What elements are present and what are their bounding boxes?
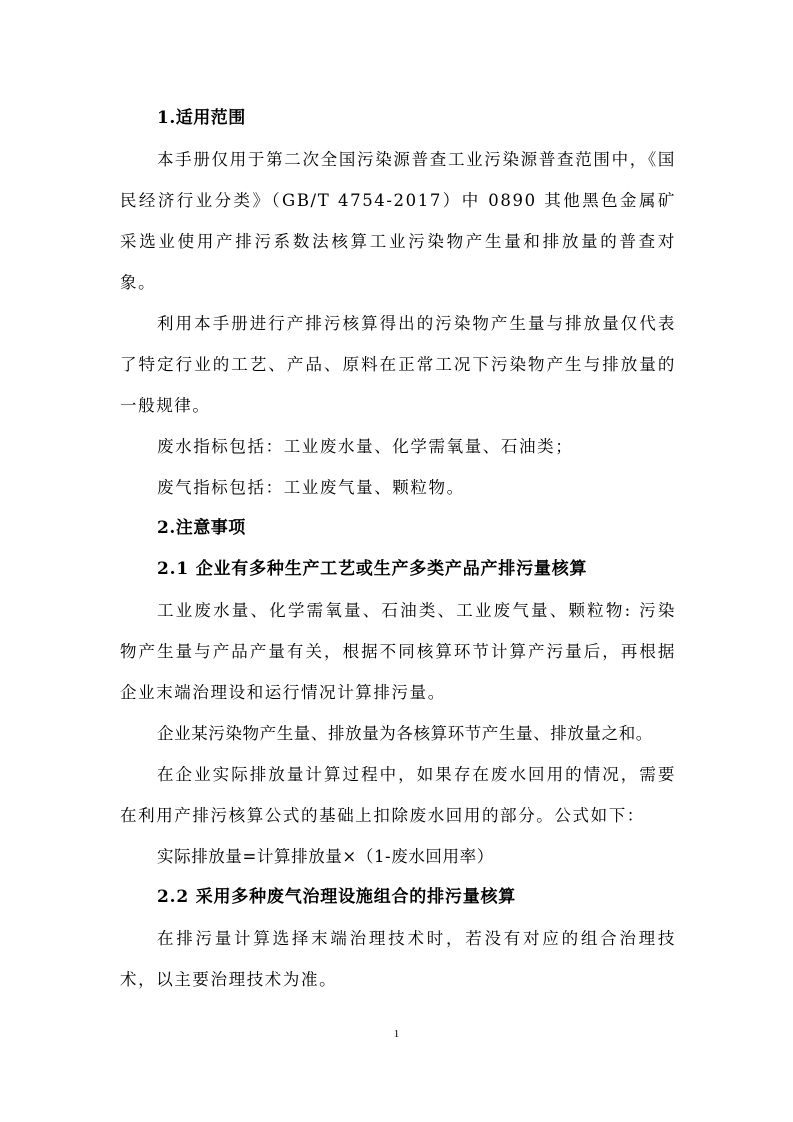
page-content [120, 98, 676, 1000]
formula-actual-emission: 实际排放量=计算排放量×（1-废水回用率） [157, 847, 494, 866]
page-number: 1 [393, 1028, 400, 1040]
paragraph-scope-intro: 本手册仅用于第二次全国污染源普查工业污染源普查范围中，《国民经济行业分类》（GB/T 4754-2017）中 0890 其他黑色金属矿采选业使用产排污系数法核算工业污染物产生量和排放量的普查对象。 [120, 150, 676, 292]
subsection-heading-multi-process: 2.1 企业有多种生产工艺或生产多类产品产排污量核算 [157, 559, 588, 579]
paragraph-exhaust-indicators: 废气指标包括：工业废气量、颗粒物。 [157, 478, 465, 497]
paragraph-reuse-deduction: 在企业实际排放量计算过程中，如果存在废水回用的情况，需要在利用产排污核算公式的基础上扣除废水回用的部分。公式如下： [120, 765, 676, 825]
paragraph-scope-representation: 利用本手册进行产排污核算得出的污染物产生量与排放量仅代表了特定行业的工艺、产品、原料在正常工况下污染物产生与排放量的一般规律。 [120, 314, 676, 415]
paragraph-wastewater-indicators: 废水指标包括：工业废水量、化学需氧量、石油类； [157, 437, 574, 456]
paragraph-sum-rule: 企业某污染物产生量、排放量为各核算环节产生量、排放量之和。 [157, 724, 653, 743]
subsection-heading-combined-treatment: 2.2 采用多种废气治理设施组合的排污量核算 [157, 887, 517, 907]
paragraph-treatment-selection: 在排污量计算选择末端治理技术时，若没有对应的组合治理技术，以主要治理技术为准。 [120, 929, 676, 989]
paragraph-pollutant-generation: 工业废水量、化学需氧量、石油类、工业废气量、颗粒物: 污染物产生量与产品产量有关，根据不同核算环节计算产污量后，再根据企业末端治理设和运行情况计算排污量。 [120, 601, 676, 702]
section-heading-notes: 2.注意事项 [157, 518, 246, 538]
section-heading-scope: 1.适用范围 [157, 108, 246, 128]
